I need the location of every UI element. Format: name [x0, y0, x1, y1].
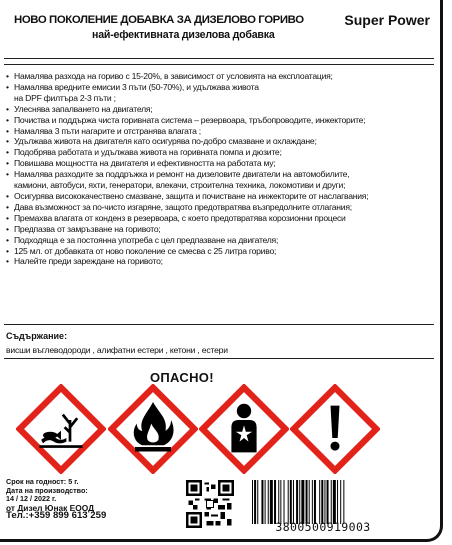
list-item: • Намалява вредните емисии 3 пъти (50-70%), и удължава живота	[6, 81, 259, 92]
barcode-bar	[340, 480, 341, 524]
barcode-bar	[274, 480, 276, 524]
list-item: • Намалява 3 пъти нагарите и отстранява влагата ;	[6, 125, 201, 136]
list-item: • Дава възможност за по-чисто изгаряне, защото предотвратява възпредолните отлагания;	[6, 201, 352, 212]
hazard-pictograms	[0, 384, 440, 476]
list-item: • Удължава живота на двигателя като осигурява по-добро смазване и охлаждане;	[6, 136, 317, 147]
phone-number: Тел.:+359 899 613 259	[6, 510, 107, 522]
barcode-bar	[312, 480, 313, 524]
product-title: НОВО ПОКОЛЕНИЕ ДОБАВКА ЗА ДИЗЕЛОВО ГОРИВО	[14, 14, 304, 26]
barcode-bar	[257, 480, 258, 524]
barcode-bar	[268, 480, 269, 524]
barcode-bar	[321, 480, 323, 524]
composition-heading: Съдържание:	[6, 331, 68, 341]
barcode-bar	[333, 480, 336, 524]
list-item: камиони, автобуси, яхти, генератори, влекачи, строителна техника, локомотиви и други;	[14, 180, 346, 191]
environment-hazard-icon	[16, 384, 106, 474]
list-item: • Повишава мощността на двигателя и ефективността на работата му;	[6, 158, 276, 169]
barcode-bar	[265, 480, 266, 524]
barcode-bar	[261, 480, 263, 524]
barcode-bar	[284, 480, 285, 524]
divider	[4, 58, 434, 59]
list-item: • 125 мл. от добавката от ново поколение се смесва с 25 литра гориво;	[6, 245, 277, 256]
barcode-bar	[327, 480, 329, 524]
barcode-bar	[331, 480, 332, 524]
list-item: • Налейте преди зареждане на горивото;	[6, 256, 163, 267]
list-item: • Предпазва от замръзване на горивото;	[6, 223, 161, 234]
composition-text: висши въглеводороди , алифатни естери , кетони , естери	[6, 345, 228, 355]
label-header	[0, 0, 440, 60]
list-item: • Подобрява работата и удължава живота на горивната помпа и дюзите;	[6, 147, 282, 158]
barcode-bar	[293, 480, 294, 524]
product-subtitle: най-ефективната дизелова добавка	[92, 29, 275, 41]
list-item: • Премахва влагата от конденз в резервоара, с което предотвратява корозионни процеси	[6, 212, 346, 223]
production-info	[6, 478, 106, 521]
divider	[4, 324, 434, 325]
barcode-bar	[343, 480, 344, 524]
barcode-bar	[309, 480, 310, 524]
barcode-bar	[290, 480, 292, 524]
health-hazard-icon	[199, 384, 289, 474]
list-item: • Почиства и поддържа чиста горивната система – резервоара, тръбопроводите, инжекторите;	[6, 114, 366, 125]
company-name: от Дизел Юнак ЕООД	[6, 502, 95, 513]
flame-icon	[108, 384, 198, 474]
barcode-bar	[288, 480, 289, 524]
barcode-bar	[314, 480, 316, 524]
barcode-bar	[299, 480, 300, 524]
barcode-bar	[319, 480, 320, 524]
benefits-list	[6, 71, 436, 267]
list-item: на DPF филтъра 2-3 пъти ;	[14, 92, 116, 103]
barcode-bar	[337, 480, 338, 524]
barcode-bar	[306, 480, 308, 524]
barcode-bar	[296, 480, 298, 524]
exclamation-icon	[290, 384, 380, 474]
signal-word: ОПАСНО!	[150, 370, 214, 385]
list-item: • Намалява разходите за поддръжка и ремонт на дизеловите двигатели на автомобилите,	[6, 169, 350, 180]
production-date: 14 / 12 / 2022 г.	[6, 494, 57, 504]
barcode-bar	[324, 480, 325, 524]
divider	[4, 64, 434, 65]
barcode-bar	[252, 480, 253, 524]
barcode-bar	[278, 480, 279, 524]
barcode-bar	[280, 480, 281, 524]
divider	[4, 358, 434, 359]
barcode-number: 3800500919003	[275, 520, 371, 534]
list-item: • Осигурява висококачествено смазване, защита и почистване на инжекторите от наслагвания;	[6, 190, 369, 201]
list-item: • Улеснява запалването на двигателя;	[6, 103, 153, 114]
list-item: • Подходяща е за постоянна употреба с цел предпазване на двигателя;	[6, 234, 279, 245]
brand-name: Super Power	[344, 12, 430, 28]
list-item: • Намалява разхода на гориво с 15-20%, в зависимост от условията на експлоатация;	[6, 71, 333, 81]
barcode-bar	[254, 480, 256, 524]
barcode-bar	[270, 480, 273, 524]
shelf-life: Срок на годност: 5 г.	[6, 477, 79, 486]
barcode	[250, 480, 394, 524]
production-date-label: Дата на производство:	[6, 485, 88, 495]
barcode-bar	[301, 480, 304, 524]
qr-code	[186, 480, 234, 528]
